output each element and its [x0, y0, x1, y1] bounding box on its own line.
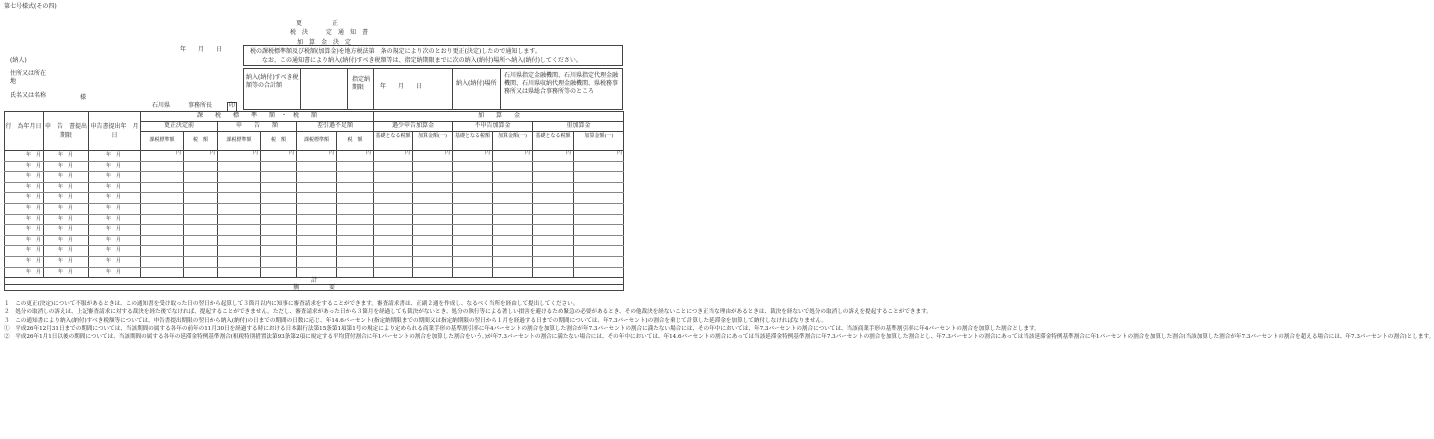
row-date-label: 年 月	[106, 183, 122, 190]
h-penalty-base-1: 基礎となる税額	[375, 133, 411, 139]
row-date-label: 年 月	[26, 236, 42, 243]
taxpayer-label: (納人)	[10, 57, 27, 64]
yen-unit: 円	[566, 150, 572, 156]
row-date-label: 年 月	[26, 258, 42, 264]
note-1: １ この更正(決定)について不服があるときは、この通知書を受け取った日の翌日から起算して３箇月以内に知事に審査請求をすることができます。審査請求書は、正副２通を作成し、なるべく当所を経由して提出してください。	[4, 301, 579, 307]
sub-underreport-penalty: 過少申告加算金	[391, 122, 434, 129]
issue-date: 年 月 日	[180, 46, 223, 53]
h-penalty-amount-3: 加算金額(一)	[584, 133, 614, 139]
row-date-label: 年 月	[106, 215, 122, 222]
row-date-label: 年 月	[106, 226, 122, 233]
group-penalty: 加 算 金	[477, 112, 520, 119]
notes	[4, 300, 1434, 341]
row-date-label: 年 月	[58, 194, 74, 201]
h-tax-3: 税 額	[347, 137, 363, 143]
sub-heavy-penalty: 重加算金	[566, 122, 591, 129]
note-3-1: ① 平成26年12月31日までの期間については、当該期間の属する各年の前年の11月30日を経過する時における日本銀行法第15条第1項第1号の規定により定められる商業手形の基準割引率に年4パーセントの割合を加算した割合が年7.3パーセントの割合に満たない場合には、その年中においては、年7.3パーセントの割合については、当該商業手形の基準割引率に年4パーセントの割合を加算した割合とします。	[4, 325, 1040, 332]
col-filing-date: 申告書提出年 月 日	[90, 123, 145, 139]
row-date-label: 年 月	[106, 268, 122, 275]
yen-unit: 円	[253, 150, 259, 156]
yen-unit: 円	[176, 150, 182, 156]
place-label: 納入(納付)場所	[456, 80, 497, 87]
row-date-label: 年 月	[58, 183, 74, 190]
h-tax-2: 税 額	[270, 137, 286, 143]
note-2: ２ 処分の取消しの訴えは、上記審査請求に対する裁決を経た後でなければ、提起することができません。ただし、審査請求があった日から３箇月を経過しても裁決がないとき、処分の執行等による著しい損害を避けるため緊急の必要があるとき、その他裁決を経ないことにつき正当な理由があるときは、裁決を経ないで処分の取消しの訴えを提起することができます。	[4, 309, 932, 316]
honorific: 様	[80, 94, 87, 101]
place-text: 石川県指定金融機関、石川県指定代理金融機関、石川県収納代理金融機関、県税務事務所又は県総合事務所等のところ	[504, 72, 619, 95]
title-line-3: 加 算 金 決 定	[297, 39, 352, 46]
yen-unit: 円	[329, 150, 335, 156]
row-date-label: 年 月	[26, 194, 42, 201]
row-date-label: 年 月	[26, 226, 42, 233]
total-label: 計	[310, 277, 317, 284]
h-penalty-base-3: 基礎となる税額	[535, 133, 571, 139]
deadline-label: 指定納期限	[352, 76, 371, 91]
form-id: 第七号様式(その四)	[4, 3, 57, 10]
row-date-label: 年 月	[58, 236, 74, 243]
h-penalty-amount-1: 加算金額(一)	[418, 133, 447, 139]
row-date-label: 年 月	[58, 247, 74, 254]
row-date-label: 年 月	[26, 162, 42, 169]
row-date-label: 年 月	[58, 152, 74, 158]
yen-unit: 円	[210, 150, 216, 156]
intro-line-1: 税の課税標準額及び税額(加算金)を地方税法第 条の規定により次のとおり更正(決定)したので通知します。	[250, 48, 541, 55]
yen-unit: 円	[405, 150, 411, 156]
issuer-prefecture: 石川県	[152, 102, 171, 109]
row-date-label: 年 月	[106, 194, 122, 201]
yen-unit: 円	[485, 150, 491, 156]
deadline-date: 年 月 日	[380, 83, 423, 90]
row-date-label: 年 月	[106, 152, 122, 158]
yen-unit: 円	[366, 150, 372, 156]
row-date-label: 年 月	[26, 205, 42, 211]
row-date-label: 年 月	[26, 215, 42, 222]
h-tax-1: 税 額	[192, 137, 208, 143]
note-3-2: ② 平成26年1月1日以後の期間については、当該期間の属する各年の延滞金特例基準割合(租税特別措置法第93条第2項に規定する平均貸付割合に年1パーセントの割合を加算した割合をいう。)が年7.3パーセントの割合に満たない場合には、その年中においては、年14.6パーセントの割合にあっては当該延滞金特例基準割合に年7.3パーセントの割合を加算した割合とし、年7.3パーセントの割合にあっては当該延滞金特例基準割合に年1パーセントの割合を加算した割合(当該加算した割合が年7.3パーセントの割合を超える場合には、年7.3パーセントの割合)とします。	[4, 334, 1434, 341]
sub-before-correction: 更正決定前	[163, 122, 194, 129]
row-date-label: 年 月	[58, 268, 74, 275]
group-base-tax: 課 税 標 準 額 ・ 税 額	[196, 112, 317, 119]
amount-label: 納入(納付)すべき税額等の合計額	[246, 74, 299, 89]
title-line-1: 更 正	[296, 20, 339, 27]
h-base-3: 課税標準額	[303, 137, 329, 143]
row-date-label: 年 月	[26, 247, 42, 254]
address-label: 住所又は所在地	[10, 70, 47, 85]
name-label: 氏名又は名称	[10, 92, 47, 99]
h-penalty-base-2: 基礎となる税額	[454, 133, 490, 139]
row-date-label: 年 月	[58, 215, 74, 222]
title-line-2: 税 決 定 通 知 書	[290, 29, 369, 36]
intro-line-2: なお、この通知書により納入(納付)すべき税額等は、指定納期限までに次の納入(納付)場所へ納入(納付)してください。	[262, 57, 582, 64]
issuer-office-chief: 事務所長	[188, 102, 213, 109]
row-date-label: 年 月	[26, 173, 42, 180]
sub-difference: 差引過不足額	[316, 122, 353, 129]
row-date-label: 年 月	[58, 205, 74, 211]
h-base-1: 課税標準額	[149, 137, 175, 143]
row-date-label: 年 月	[106, 162, 122, 169]
h-penalty-amount-2: 加算金額(一)	[498, 133, 527, 139]
row-date-label: 年 月	[106, 258, 122, 264]
row-date-label: 年 月	[58, 258, 74, 264]
yen-unit: 円	[289, 150, 295, 156]
row-date-label: 年 月	[58, 173, 74, 180]
yen-unit: 円	[617, 150, 623, 156]
summary-label: 摘 要	[292, 284, 335, 291]
row-date-label: 年 月	[26, 152, 42, 158]
row-date-label: 年 月	[106, 205, 122, 211]
row-date-label: 年 月	[58, 162, 74, 169]
col-action-date: 行 為年月日	[5, 123, 42, 130]
row-date-label: 年 月	[58, 226, 74, 233]
h-base-2: 課税標準額	[226, 137, 252, 143]
row-date-label: 年 月	[26, 183, 42, 190]
note-3: ３ この通知書により納入(納付)すべき税額等については、申告書提出期限の翌日から納入(納付)の日までの期間の日数に応じ、年14.6パーセント(指定納期限までの期間又は指定納期限の翌日から１月を経過する日までの期間については、年7.3パーセント)の割合を乗じて計算した延滞金を加算して納付しなければなりません。	[4, 317, 827, 324]
yen-unit: 円	[445, 150, 451, 156]
row-date-label: 年 月	[106, 173, 122, 180]
row-date-label: 年 月	[106, 236, 122, 243]
sub-nonfiling-penalty: 不申告加算金	[474, 122, 511, 129]
sub-filed-amount: 申 告 額	[235, 122, 278, 129]
yen-unit: 円	[525, 150, 531, 156]
row-date-label: 年 月	[106, 247, 122, 254]
official-seal: 印	[227, 102, 237, 112]
row-date-label: 年 月	[26, 268, 42, 275]
col-filing-deadline: 申 告 書提出期限	[44, 123, 87, 139]
